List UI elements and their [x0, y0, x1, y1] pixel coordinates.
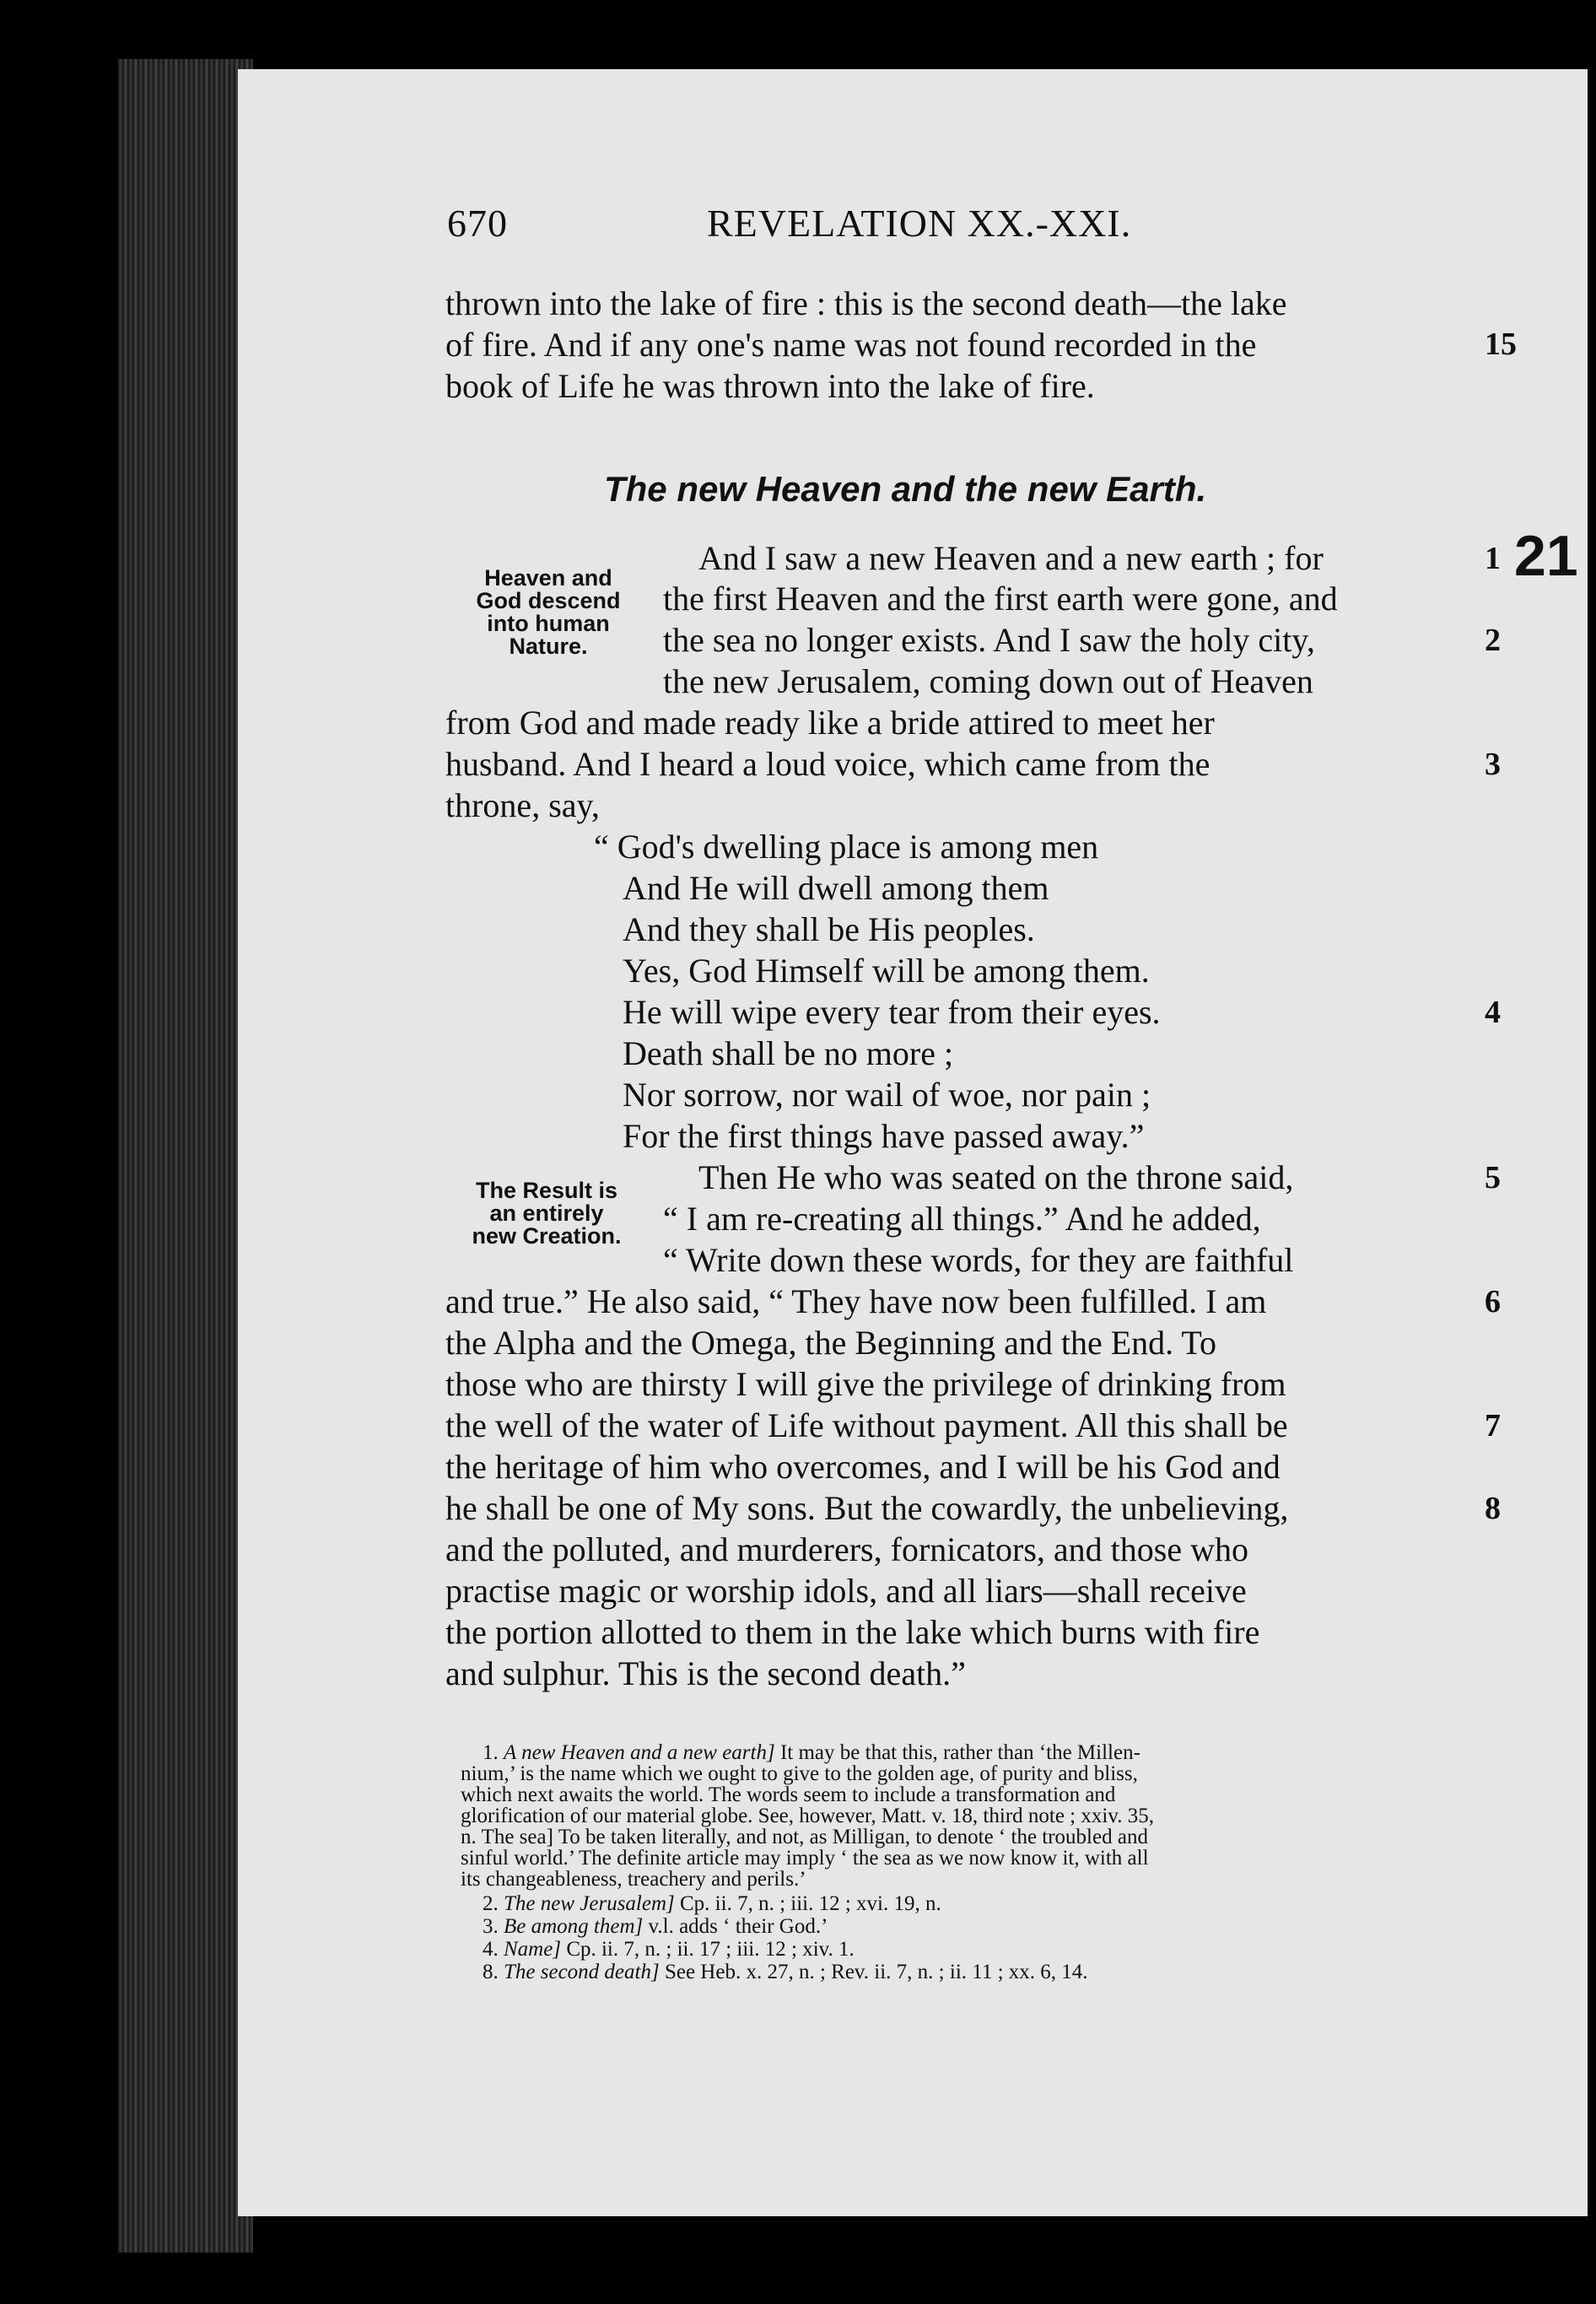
footnote-text: Cp. ii. 7, n. ; iii. 12 ; xvi. 19, n.	[680, 1892, 941, 1915]
footnote-text: Cp. ii. 7, n. ; ii. 17 ; iii. 12 ; xiv. 1.	[566, 1938, 855, 1961]
body-line: the portion allotted to them in the lake which burns with fire	[445, 1613, 1260, 1651]
footnote-text: See Heb. x. 27, n. ; Rev. ii. 7, n. ; ii. 11 ; xx. 6, 14.	[664, 1961, 1088, 1983]
footnote-number: 4.	[483, 1938, 499, 1961]
body-line: “ I am re-creating all things.” And he added,	[663, 1200, 1261, 1238]
poem-line: And they shall be His peoples.	[623, 910, 1035, 948]
verse-number: 5	[1485, 1160, 1501, 1195]
body-line: the sea no longer exists. And I saw the holy city,	[663, 621, 1315, 659]
margin-note-line: an entirely	[489, 1201, 604, 1226]
poem-line: “ God's dwelling place is among men	[594, 828, 1099, 866]
poem-line: Nor sorrow, nor wail of woe, nor pain ;	[623, 1076, 1151, 1114]
footnote-line: sinful world.’ The definite article may imply ‘ the sea as we now know it, with all	[461, 1847, 1149, 1870]
footnote	[483, 1741, 1140, 1765]
footnote-line	[461, 1826, 1148, 1849]
footnote-label: Name]	[504, 1938, 562, 1961]
body-line: from God and made ready like a bride attired to meet her	[445, 704, 1215, 742]
body-line: and true.” He also said, “ They have now been fulfilled. I am	[445, 1282, 1267, 1320]
body-line: the new Jerusalem, coming down out of Heaven	[663, 662, 1313, 700]
footnote	[483, 1961, 1088, 1984]
verse-number: 6	[1485, 1284, 1501, 1319]
body-line: Then He who was seated on the throne said,	[698, 1158, 1294, 1196]
footnote-line: which next awaits the world. The words seem to include a transformation and	[461, 1783, 1116, 1806]
footnote-label: Be among them]	[504, 1915, 644, 1938]
verse-number: 15	[1485, 326, 1517, 362]
footnote	[483, 1938, 855, 1961]
margin-note-line: new Creation.	[472, 1223, 622, 1249]
margin-note-line: into human	[487, 611, 610, 636]
margin-note-line: The Result is	[475, 1178, 618, 1203]
margin-note-line: Heaven and	[484, 565, 612, 591]
body-line: and sulphur. This is the second death.”	[445, 1654, 966, 1692]
body-line: and the polluted, and murderers, fornicators, and those who	[445, 1530, 1248, 1568]
body-line: throne, say,	[445, 786, 600, 824]
footnote-line: glorification of our material globe. See, however, Matt. v. 18, third note ; xxiv. 35,	[461, 1805, 1154, 1827]
poem-line: And He will dwell among them	[623, 869, 1049, 907]
footnote-text: n.	[461, 1826, 477, 1848]
running-title: REVELATION XX.-XXI.	[707, 202, 1132, 245]
body-line: the heritage of him who overcomes, and I will be his God and	[445, 1448, 1281, 1486]
body-line: And I saw a new Heaven and a new earth ; for	[698, 539, 1324, 577]
chapter-number: 21	[1514, 524, 1578, 588]
footnote-label: A new Heaven and a new earth]	[504, 1741, 775, 1764]
body-line: the well of the water of Life without payment. All this shall be	[445, 1406, 1288, 1444]
body-line: the first Heaven and the first earth were gone, and	[663, 580, 1338, 618]
body-line: those who are thirsty I will give the privilege of drinking from	[445, 1365, 1286, 1403]
footnote-line: its changeableness, treachery and perils.’	[461, 1868, 806, 1891]
footnote-number: 1.	[483, 1741, 499, 1764]
verse-number: 4	[1485, 995, 1501, 1030]
margin-note	[445, 1179, 648, 1248]
body-line: the Alpha and the Omega, the Beginning and the End. To	[445, 1324, 1217, 1362]
footnote-label: The new Jerusalem]	[504, 1892, 675, 1915]
body-line: he shall be one of My sons. But the cowardly, the unbelieving,	[445, 1489, 1289, 1527]
body-line: “ Write down these words, for they are faithful	[663, 1241, 1294, 1279]
poem-line: He will wipe every tear from their eyes.	[623, 993, 1161, 1031]
body-line: of fire. And if any one's name was not found recorded in the	[445, 326, 1257, 364]
margin-note	[451, 567, 645, 658]
footnote-number: 2.	[483, 1892, 499, 1915]
verse-number: 1	[1485, 541, 1501, 576]
poem-line: Yes, God Himself will be among them.	[623, 952, 1150, 990]
verse-number: 7	[1485, 1408, 1501, 1443]
page-edge	[118, 59, 253, 2253]
body-line: thrown into the lake of fire : this is the second death—the lake	[445, 284, 1287, 322]
footnote-text: v.l. adds ‘ their God.’	[648, 1915, 828, 1938]
page-number: 670	[447, 202, 508, 245]
footnote-line: nium,’ is the name which we ought to give to the golden age, of purity and bliss,	[461, 1762, 1138, 1785]
verse-number: 8	[1485, 1491, 1501, 1526]
section-heading: The new Heaven and the new Earth.	[604, 469, 1207, 509]
footnote	[483, 1915, 828, 1939]
margin-note-line: Nature.	[509, 634, 588, 659]
footnote-text: It may be that this, rather than ‘the Millen-	[779, 1741, 1140, 1764]
poem-line: For the first things have passed away.”	[623, 1117, 1145, 1155]
footnote-label: The second death]	[504, 1961, 660, 1983]
body-line: husband. And I heard a loud voice, which came from the	[445, 745, 1210, 783]
footnote-number: 3.	[483, 1915, 499, 1938]
margin-note-line: God descend	[476, 588, 621, 613]
verse-number: 3	[1485, 747, 1501, 782]
footnote-text: The sea] To be taken literally, and not, as Milligan, to denote ‘ the troubled and	[481, 1826, 1148, 1848]
footnote-number: 8.	[483, 1961, 499, 1983]
verse-number: 2	[1485, 623, 1501, 658]
body-line: book of Life he was thrown into the lake of fire.	[445, 367, 1095, 405]
body-line: practise magic or worship idols, and all liars—shall receive	[445, 1572, 1247, 1610]
footnote	[483, 1892, 941, 1916]
poem-line: Death shall be no more ;	[623, 1034, 954, 1072]
